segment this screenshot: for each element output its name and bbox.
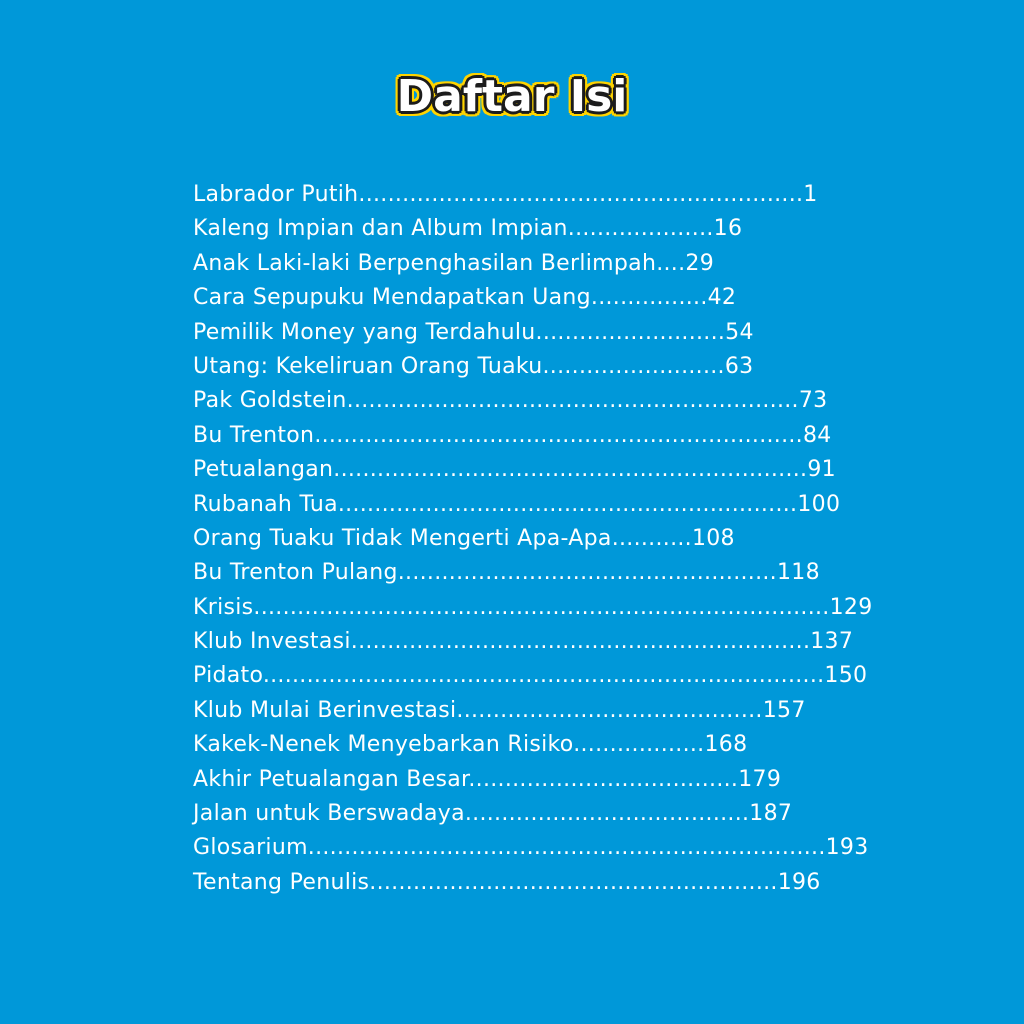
page-title: Daftar Isi	[396, 71, 628, 122]
toc-entry	[193, 831, 869, 865]
toc-entry	[193, 522, 813, 556]
toc-entry-title: Jalan untuk Berswadaya	[193, 801, 465, 827]
toc-entry-title: Pidato	[193, 663, 263, 689]
toc-entry-title: Pemilik Money yang Terdahulu	[193, 319, 536, 345]
toc-entry	[193, 591, 873, 625]
toc-page-number: 193	[825, 835, 869, 861]
toc-leader-dots: ................	[590, 285, 708, 311]
toc-leader-dots: ..........................................	[456, 697, 763, 723]
toc-entry	[193, 797, 813, 831]
toc-page-number: 118	[776, 560, 820, 586]
toc-entry	[193, 763, 813, 797]
toc-entry-title: Labrador Putih	[193, 182, 359, 207]
toc-leader-dots: .............................................................	[358, 182, 804, 207]
toc-entry	[193, 316, 813, 350]
toc-page-number: 63	[724, 353, 754, 379]
toc-entry-title: Klub Mulai Berinvestasi	[193, 697, 457, 723]
toc-page-number: 196	[777, 869, 821, 895]
toc-page-number: 16	[713, 216, 743, 242]
toc-leader-dots: ........................................................	[369, 869, 778, 895]
toc-leader-dots: .......................................	[464, 801, 750, 827]
toc-page-number: 42	[707, 285, 737, 311]
toc-leader-dots: ...............................................................................	[253, 594, 830, 620]
toc-entry	[193, 625, 854, 659]
toc-page-number: 150	[824, 663, 868, 689]
toc-page-number: 91	[807, 457, 836, 483]
toc-leader-dots: ....................................................	[397, 560, 777, 586]
toc-leader-dots: ..............................................................	[346, 388, 799, 414]
toc-entry	[193, 866, 821, 900]
toc-page-number: 54	[725, 319, 754, 345]
toc-leader-dots: .....................................	[468, 766, 739, 792]
toc-entry-title: Cara Sepupuku Mendapatkan Uang	[193, 285, 591, 311]
toc-entry-title: Bu Trenton	[193, 422, 315, 448]
toc-leader-dots: ..................	[573, 732, 705, 758]
toc-entry-title: Akhir Petualangan Besar	[193, 766, 469, 792]
toc-leader-dots: .................................................................	[333, 457, 808, 483]
toc-entry	[193, 488, 841, 522]
toc-entry-title: Utang: Kekeliruan Orang Tuaku	[193, 353, 543, 379]
toc-page-number: 29	[685, 250, 715, 276]
toc-entry-title: Petualangan	[193, 457, 334, 483]
toc-page-number: 129	[829, 594, 873, 620]
toc-page-number: 157	[762, 697, 806, 723]
toc-entry	[193, 419, 832, 453]
toc-leader-dots: ..........................	[535, 319, 726, 345]
toc-page-number: 179	[738, 766, 782, 792]
toc-entry-title: Bu Trenton Pulang	[193, 560, 398, 586]
toc-entry-title: Krisis	[193, 594, 254, 620]
toc-leader-dots: .............................................................................	[262, 663, 825, 689]
toc-entry-title: Kakek-Nenek Menyebarkan Risiko	[193, 732, 574, 758]
toc-leader-dots: ...................................................................	[314, 422, 803, 448]
toc-entry	[193, 350, 813, 384]
toc-page-number: 84	[802, 422, 832, 448]
toc-entry	[193, 453, 836, 487]
toc-page-number: 137	[810, 629, 854, 655]
toc-entry-title: Orang Tuaku Tidak Mengerti Apa-Apa	[193, 525, 612, 551]
toc-leader-dots: ...............................................................	[337, 491, 798, 517]
toc-entry-title: Kaleng Impian dan Album Impian	[193, 216, 568, 242]
toc-entry	[193, 556, 820, 590]
toc-entry-title: Anak Laki-laki Berpenghasilan Berlimpah	[193, 250, 657, 276]
toc-page-number: 108	[691, 525, 735, 551]
toc-entry	[193, 728, 813, 762]
toc-leader-dots: ....................	[567, 216, 714, 242]
toc-leader-dots: .........................	[542, 353, 725, 379]
toc-entry-title: Glosarium	[193, 835, 308, 861]
toc-entry	[193, 212, 813, 246]
toc-entry	[193, 694, 813, 728]
toc-page-number: 73	[798, 388, 828, 414]
toc-entry	[193, 384, 828, 418]
toc-leader-dots: ...........	[611, 525, 692, 551]
toc-list	[193, 178, 873, 900]
toc-entry	[193, 247, 813, 281]
toc-entry	[193, 281, 813, 315]
toc-entry-title: Pak Goldstein	[193, 388, 347, 414]
toc-page-number: 187	[749, 801, 793, 827]
toc-entry	[193, 659, 868, 693]
toc-page-number: 1	[803, 182, 818, 207]
toc-leader-dots: .......................................................................	[307, 835, 826, 861]
toc-entry-title: Rubanah Tua	[193, 491, 338, 517]
toc-page-number: 168	[704, 732, 748, 758]
toc-leader-dots: ....	[656, 250, 686, 276]
toc-page-number: 100	[797, 491, 841, 517]
toc-entry	[193, 178, 818, 212]
toc-entry-title: Klub Investasi	[193, 629, 351, 655]
toc-entry-title: Tentang Penulis	[193, 869, 370, 895]
toc-leader-dots: ...............................................................	[350, 629, 811, 655]
